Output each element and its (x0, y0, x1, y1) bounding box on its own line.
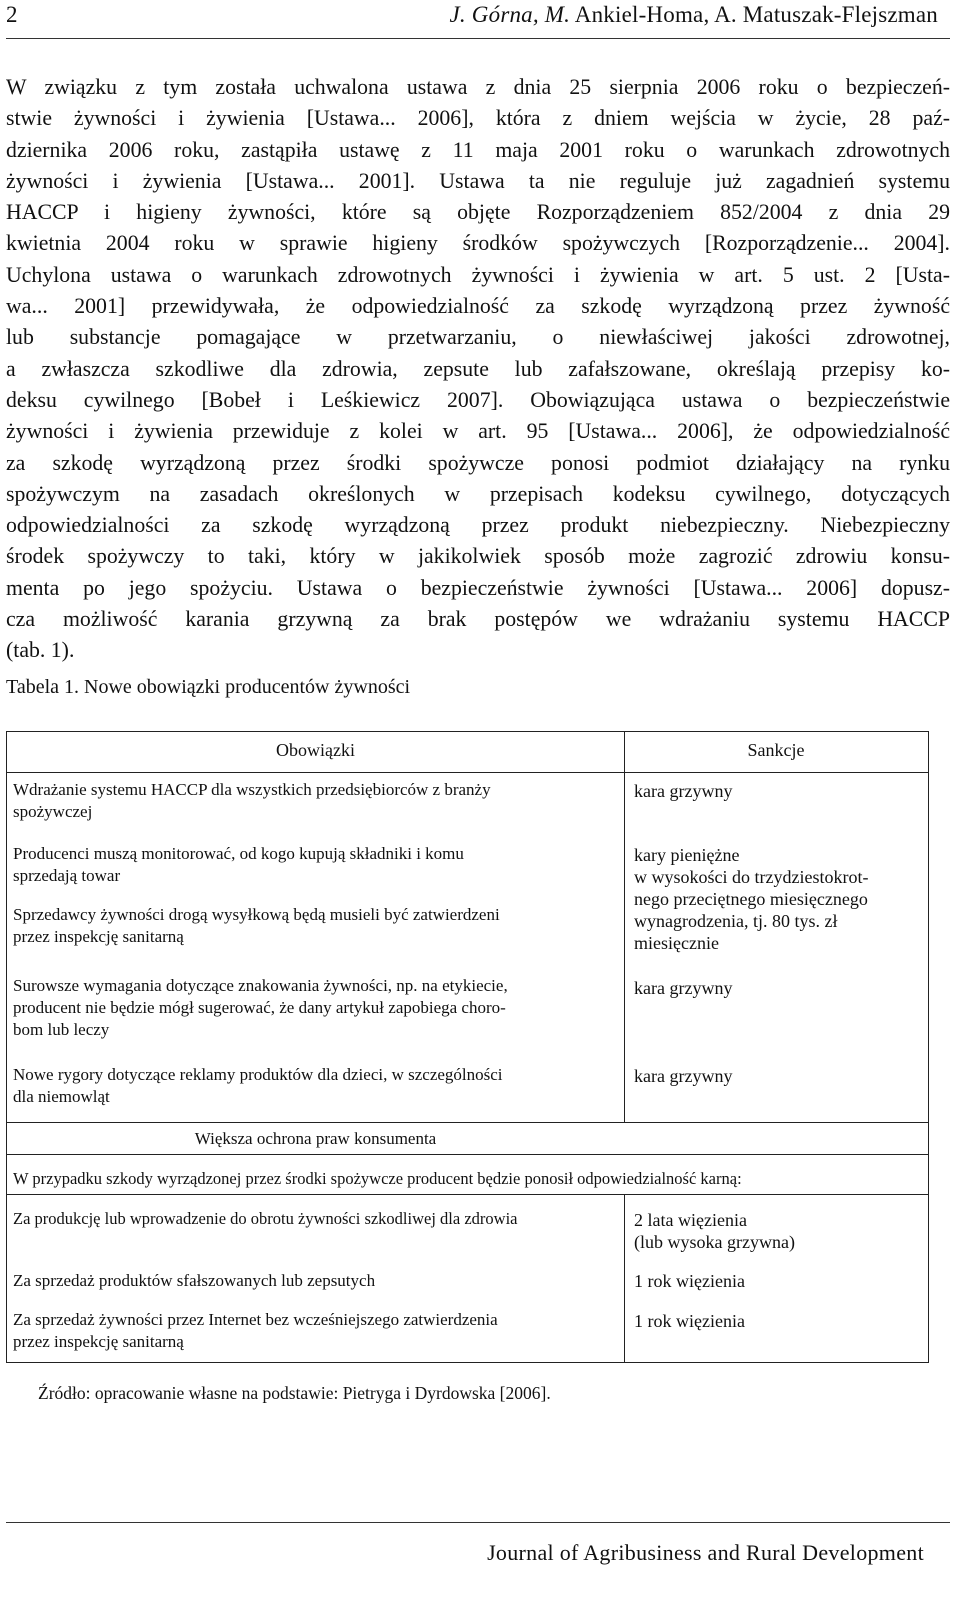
journal-footer: Journal of Agribusiness and Rural Development (487, 1540, 924, 1565)
cell-line: Wdrażanie systemu HACCP dla wszystkich przedsiębiorców z branży (13, 780, 491, 799)
running-head (450, 2, 939, 28)
body-line: spożywczym na zasadach określonych w przepisach kodeksu cywilnego, dotyczących (6, 481, 950, 506)
sanction-cell (634, 1209, 924, 1253)
cell-line: Nowe rygory dotyczące reklamy produktów dla dzieci, w szczególności (13, 1065, 503, 1084)
body-line: żywności i żywienia przewiduje z kolei w art. 95 [Ustawa... 2006], że odpowiedzialność (6, 419, 950, 444)
obligation-cell (13, 1309, 618, 1353)
sanction-cell: kara grzywny (634, 1066, 733, 1086)
section-title: Większa ochrona praw konsumenta (194, 1129, 437, 1148)
footer-rule (6, 1522, 950, 1523)
obligation-cell (13, 843, 618, 887)
body-line: środek spożywczy to taki, który w jakikolwiek sposób może zagrozić zdrowiu konsu- (6, 544, 950, 569)
body-line: kwietnia 2004 roku w sprawie higieny środków spożywczych [Rozporządzenie... 2004]. (6, 231, 950, 256)
page-header (6, 0, 950, 39)
page-number: 2 (6, 2, 18, 27)
table-source-note: Źródło: opracowanie własne na podstawie: Pietryga i Dyrdowska [2006]. (38, 1383, 551, 1403)
table-rule (7, 1194, 928, 1195)
cell-line: sprzedają towar (13, 866, 121, 885)
running-head-rest: Ankiel-Homa, A. Matuszak-Flejszman (570, 2, 938, 27)
cell-line: Producenci muszą monitorować, od kogo kupują składniki i komu (13, 844, 464, 863)
col-header-obligations: Obowiązki (276, 740, 355, 760)
body-paragraph (6, 72, 950, 667)
table-caption: Tabela 1. Nowe obowiązki producentów żywności (6, 676, 411, 698)
cell-line: miesięcznie (634, 933, 719, 953)
table-rule (7, 772, 928, 773)
cell-line: w wysokości do trzydziestokrot- (634, 867, 869, 887)
body-line: Uchylona ustawa o warunkach zdrowotnych żywności i żywienia w art. 5 ust. 2 [Usta- (6, 262, 950, 287)
obligation-cell (13, 975, 618, 1041)
body-line: (tab. 1). (6, 638, 75, 663)
obligations-table (6, 731, 929, 1363)
obligation-cell: Za sprzedaż produktów sfałszowanych lub zepsutych (13, 1271, 376, 1290)
cell-line: Surowsze wymagania dotyczące znakowania żywności, np. na etykiecie, (13, 976, 508, 995)
cell-line: nego przeciętnego miesięcznego (634, 889, 868, 909)
sanction-cell (634, 844, 924, 954)
body-line: stwie żywności i żywienia [Ustawa... 2006], która z dniem wejścia w życie, 28 paź- (6, 106, 950, 131)
table-rule (624, 732, 625, 1122)
running-head-italic: J. Górna, M. (449, 2, 571, 27)
body-line: żywności i żywienia [Ustawa... 2001]. Ustawa ta nie reguluje już zagadnień systemu (6, 168, 950, 193)
body-line: dziernika 2006 roku, zastąpiła ustawę z 11 maja 2001 roku o warunkach zdrowotnych (6, 137, 950, 162)
cell-line: (lub wysoka grzywna) (634, 1232, 795, 1252)
cell-line: przez inspekcję sanitarną (13, 1332, 184, 1351)
sanction-cell: 1 rok więzienia (634, 1271, 745, 1291)
table-rule (7, 1122, 928, 1123)
obligation-cell (13, 779, 618, 823)
body-line: lub substancje pomagające w przetwarzaniu, o niewłaściwej jakości zdrowotnej, (6, 325, 950, 350)
body-line: W związku z tym została uchwalona ustawa z dnia 25 sierpnia 2006 roku o bezpieczeń- (6, 75, 950, 99)
table-rule (7, 1154, 928, 1155)
body-line: a zwłaszcza szkodliwe dla zdrowia, zepsute lub zafałszowane, określają przepisy ko- (6, 356, 950, 381)
cell-line: Sprzedawcy żywności drogą wysyłkową będą musieli być zatwierdzeni (13, 905, 500, 924)
sanction-cell: 1 rok więzienia (634, 1311, 745, 1331)
cell-line: producent nie będzie mógł sugerować, że dany artykuł zapobiega choro- (13, 998, 506, 1017)
cell-line: przez inspekcję sanitarną (13, 927, 184, 946)
cell-line: wynagrodzenia, tj. 80 tys. zł (634, 911, 838, 931)
obligation-cell: Za produkcję lub wprowadzenie do obrotu żywności szkodliwej dla zdrowia (13, 1209, 518, 1228)
body-line: za szkodę wyrządzoną przez środki spożywcze ponosi podmiot działający na rynku (6, 450, 950, 475)
body-line: deksu cywilnego [Bobeł i Leśkiewicz 2007]. Obowiązująca ustawa o bezpieczeństwie (6, 387, 950, 412)
body-line: HACCP i higieny żywności, które są objęte Rozporządzeniem 852/2004 z dnia 29 (6, 200, 950, 225)
cell-line: spożywczej (13, 802, 93, 821)
cell-line: Za sprzedaż żywności przez Internet bez wcześniejszego zatwierdzenia (13, 1310, 498, 1329)
body-line: wa... 2001] przewidywała, że odpowiedzialność za szkodę wyrządzoną przez żywność (6, 294, 950, 319)
obligation-cell (13, 904, 618, 948)
obligation-cell (13, 1064, 618, 1108)
sanction-cell: kara grzywny (634, 781, 733, 801)
col-header-sanctions: Sankcje (747, 740, 805, 760)
cell-line: bom lub leczy (13, 1020, 110, 1039)
sanction-cell: kara grzywny (634, 978, 733, 998)
table-rule (624, 1194, 625, 1362)
cell-line: kary pieniężne (634, 845, 740, 865)
cell-line: dla niemowląt (13, 1087, 110, 1106)
section-intro: W przypadku szkody wyrządzonej przez środki spożywcze producent będzie ponosił odpowiedzialność karną: (13, 1169, 742, 1188)
body-line: menta po jego spożyciu. Ustawa o bezpieczeństwie żywności [Ustawa... 2006] dopusz- (6, 575, 950, 600)
cell-line: 2 lata więzienia (634, 1210, 747, 1230)
body-line: cza możliwość karania grzywną za brak postępów we wdrażaniu systemu HACCP (6, 607, 950, 632)
body-line: odpowiedzialności za szkodę wyrządzoną przez produkt niebezpieczny. Niebezpieczny (6, 513, 950, 538)
